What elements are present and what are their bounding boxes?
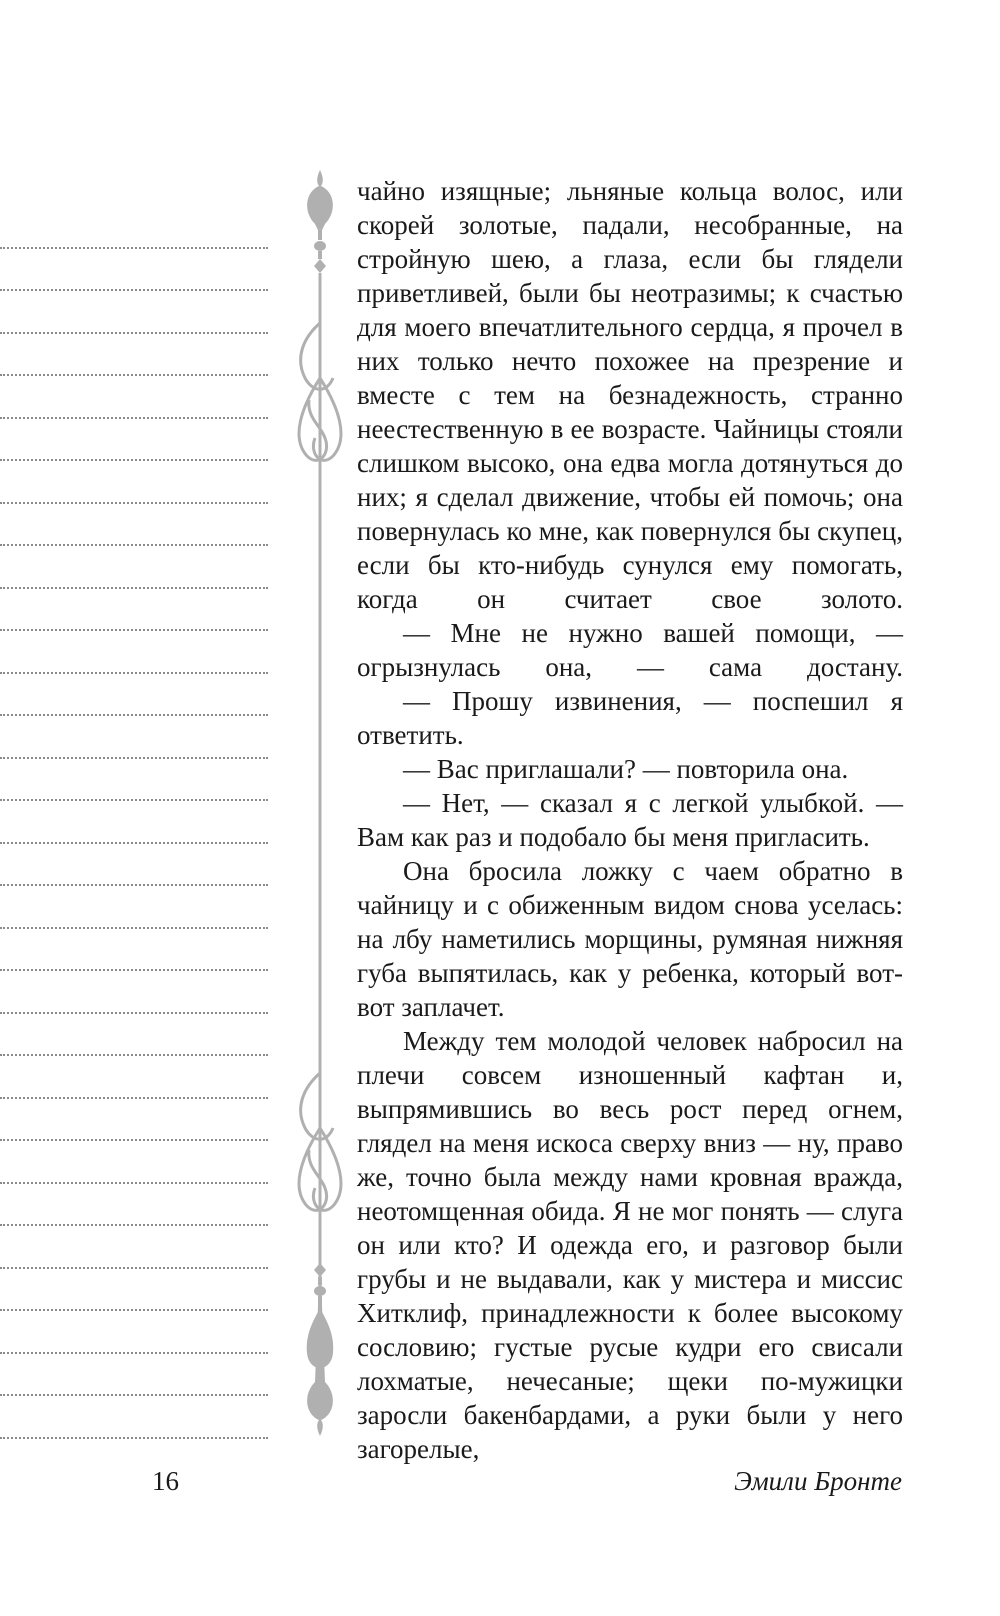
note-line: [0, 376, 268, 419]
note-line: [0, 291, 268, 334]
note-line: [0, 886, 268, 929]
decorative-divider-ornament: [285, 168, 355, 1438]
note-line: [0, 759, 268, 802]
note-line: [0, 206, 268, 249]
note-line: [0, 1014, 268, 1057]
note-line: [0, 1184, 268, 1227]
paragraph-6: Она бросила ложку с чаем обратно в чайницу и с обиженным видом снова уселась: на лбу наметились морщины, румяная нижняя губа выпятилась, как у ребенка, который вот-вот заплачет.: [357, 856, 903, 1022]
note-line: [0, 971, 268, 1014]
note-line: [0, 1311, 268, 1354]
note-line: [0, 1226, 268, 1269]
note-line: [0, 461, 268, 504]
note-line: [0, 1354, 268, 1397]
margin-note-lines: [0, 206, 268, 1439]
note-line: [0, 249, 268, 292]
note-line: [0, 1056, 268, 1099]
note-line: [0, 716, 268, 759]
paragraph-2: — Мне не нужно вашей помощи, — огрызнулась она, — сама достану.: [357, 618, 903, 682]
note-line: [0, 1269, 268, 1312]
page-number: 16: [152, 1466, 179, 1496]
note-line: [0, 929, 268, 972]
note-line: [0, 1099, 268, 1142]
note-line: [0, 504, 268, 547]
note-line: [0, 334, 268, 377]
paragraph-4: — Вас приглашали? — повторила она.: [403, 754, 849, 784]
paragraph-5: — Нет, — сказал я с легкой улыбкой. — Вам как раз и подобало бы меня пригласить.: [357, 788, 903, 852]
note-line: [0, 589, 268, 632]
note-line: [0, 844, 268, 887]
note-line: [0, 801, 268, 844]
running-footer-author: Эмили Бронте: [734, 1466, 902, 1496]
body-text: [357, 174, 903, 1466]
note-line: [0, 1396, 268, 1439]
note-line: [0, 1141, 268, 1184]
note-line: [0, 674, 268, 717]
note-line: [0, 419, 268, 462]
note-line: [0, 631, 268, 674]
paragraph-7: Между тем молодой человек набросил на плечи совсем изношенный кафтан и, выпрямившись во весь рост перед огнем, глядел на меня искоса сверху вниз — ну, право же, точно была между нами кровная вражда, неотомщенная обида. Я не мог понять — слуга он или кто? И одежда его, и разговор были грубы и не выдавали, как у мистера и миссис Хитклиф, принадлежности к более высокому сословию; густые русые кудри его свисали лохматые, нечесаные; щеки по-мужицки заросли бакенбардами, а руки были у него загорелые,: [357, 1026, 903, 1464]
note-line: [0, 546, 268, 589]
paragraph-1: чайно изящные; льняные кольца волос, или скорей золотые, падали, несобранные, на стройную шею, а глаза, если бы глядели приветливей, были бы неотразимы; к счастью для моего впечатлительного сердца, я прочел в них только нечто похожее на презрение и вместе с тем на безнадежность, странно неестественную в ее возрасте. Чайницы стояли слишком высоко, она едва могла дотянуться до них; я сделал движение, чтобы ей помочь; она повернулась ко мне, как повернулся бы скупец, если бы кто-нибудь сунулся ему помогать, когда он считает свое золото.: [357, 176, 903, 614]
paragraph-3: — Прошу извинения, — поспешил я ответить.: [357, 686, 903, 750]
